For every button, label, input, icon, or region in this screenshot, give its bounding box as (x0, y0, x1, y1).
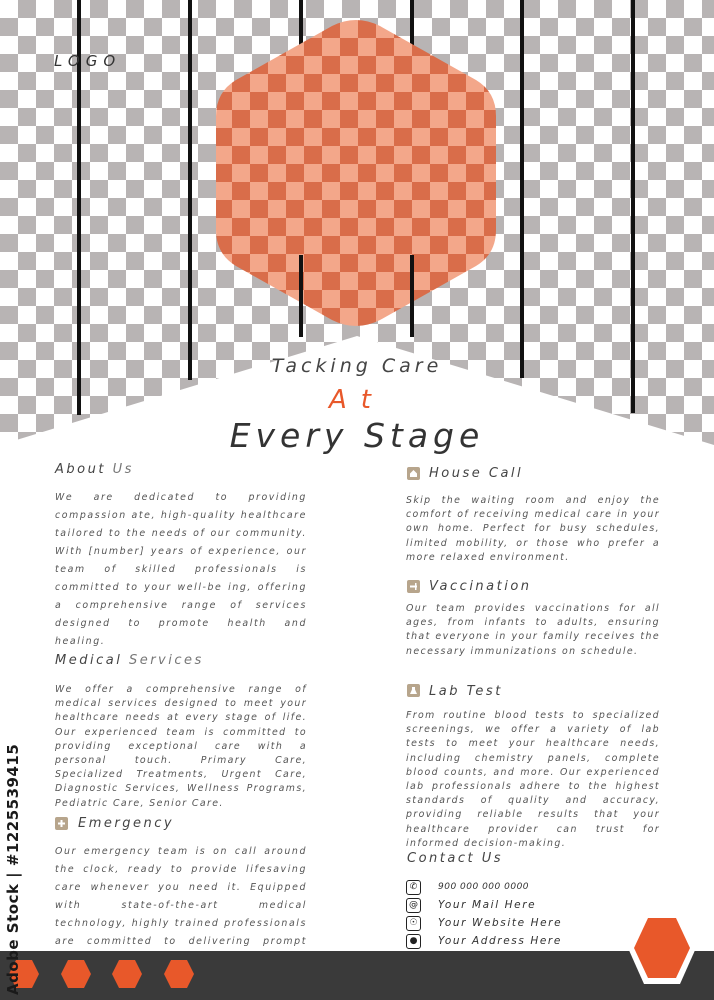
vertical-line (299, 255, 303, 337)
vaccination-title: Vaccination (429, 579, 532, 594)
mail-text: Your Mail Here (438, 899, 537, 911)
about-title-main: About (55, 462, 106, 477)
phone-text: 900 000 000 0000 (438, 882, 530, 892)
headline-line3: Every Stage (229, 416, 485, 455)
house-icon (407, 467, 420, 480)
medical-title-accent: Services (122, 653, 204, 668)
corner-hexagon (626, 910, 698, 986)
vertical-line (520, 0, 524, 378)
footer-hexagon (60, 958, 92, 990)
footer-bar (0, 951, 714, 1000)
headline-line2: At (329, 385, 385, 415)
website-text: Your Website Here (438, 917, 563, 929)
phone-icon: ✆ (406, 880, 421, 895)
about-title-accent: Us (105, 462, 134, 477)
medical-text: We offer a comprehensive range of medical services designed to meet your healthcare needs at every stage of life. Our experienced team is committed to providing exceptional care with a personal touch. Primary Care, Specialized Treatments, Urgent Care, Diagnostic Services, Wellness Programs, Pediatric Care, Senior Care. (55, 684, 307, 809)
contact-title: Contact Us (407, 851, 503, 866)
contact-phone (406, 879, 529, 895)
emergency-title: Emergency (78, 816, 175, 831)
emergency-icon (55, 817, 68, 830)
about-text: We are dedicated to providing compassion ate, high-quality healthcare tailored to the needs of our community. With [number] years of experience, our team of skilled professionals is committed to your well-be ing, offering a comprehensive range of services designed to promote health and healing. (55, 492, 307, 647)
footer-hexagon (163, 958, 195, 990)
lab-test-icon (407, 684, 420, 697)
vertical-line (188, 0, 192, 380)
contact-mail (406, 897, 536, 913)
vaccination-text: Our team provides vaccinations for all ages, from infants to adults, ensuring that everyone in your family receives the necessary immunizations on schedule. (406, 603, 660, 657)
lab-test-title: Lab Test (429, 684, 503, 699)
footer-hexagon (111, 958, 143, 990)
medical-title-main: Medical (55, 653, 123, 668)
lab-test-text: From routine blood tests to specialized screenings, we offer a variety of lab tests to meet your healthcare needs, including chemistry panels, complete blood counts, and more. Our experienced lab professionals adhere to the highest standards of quality and accuracy, providing reliable results that your healthcare provider can trust for informed decision-making. (406, 710, 660, 849)
house-call-title: House Call (429, 466, 524, 481)
contact-address (406, 933, 562, 949)
location-pin-icon: ● (406, 934, 421, 949)
headline-line1: Tacking Care (271, 355, 443, 377)
vertical-line (631, 0, 635, 413)
at-icon: @ (406, 898, 421, 913)
globe-icon: ☉ (406, 916, 421, 931)
emergency-text: Our emergency team is on call around the clock, ready to provide lifesaving care whenever you need it. Equipped with state-of-the-art medical technology, highly trained professionals are committed to delivering prompt (55, 846, 307, 947)
medical-title (55, 653, 204, 668)
about-title (55, 462, 134, 477)
address-text: Your Address Here (438, 935, 562, 947)
stock-id-watermark: Adobe Stock | #1225539415 (4, 743, 22, 995)
contact-website (406, 915, 562, 931)
logo: LOGO (54, 52, 122, 70)
house-call-text: Skip the waiting room and enjoy the comfort of receiving medical care in your own home. Perfect for busy schedules, limited mobility, or those who prefer a more relaxed environment. (406, 495, 660, 563)
vaccination-icon (407, 580, 420, 593)
hero-hexagon-image (214, 20, 498, 326)
vertical-line (410, 255, 414, 337)
